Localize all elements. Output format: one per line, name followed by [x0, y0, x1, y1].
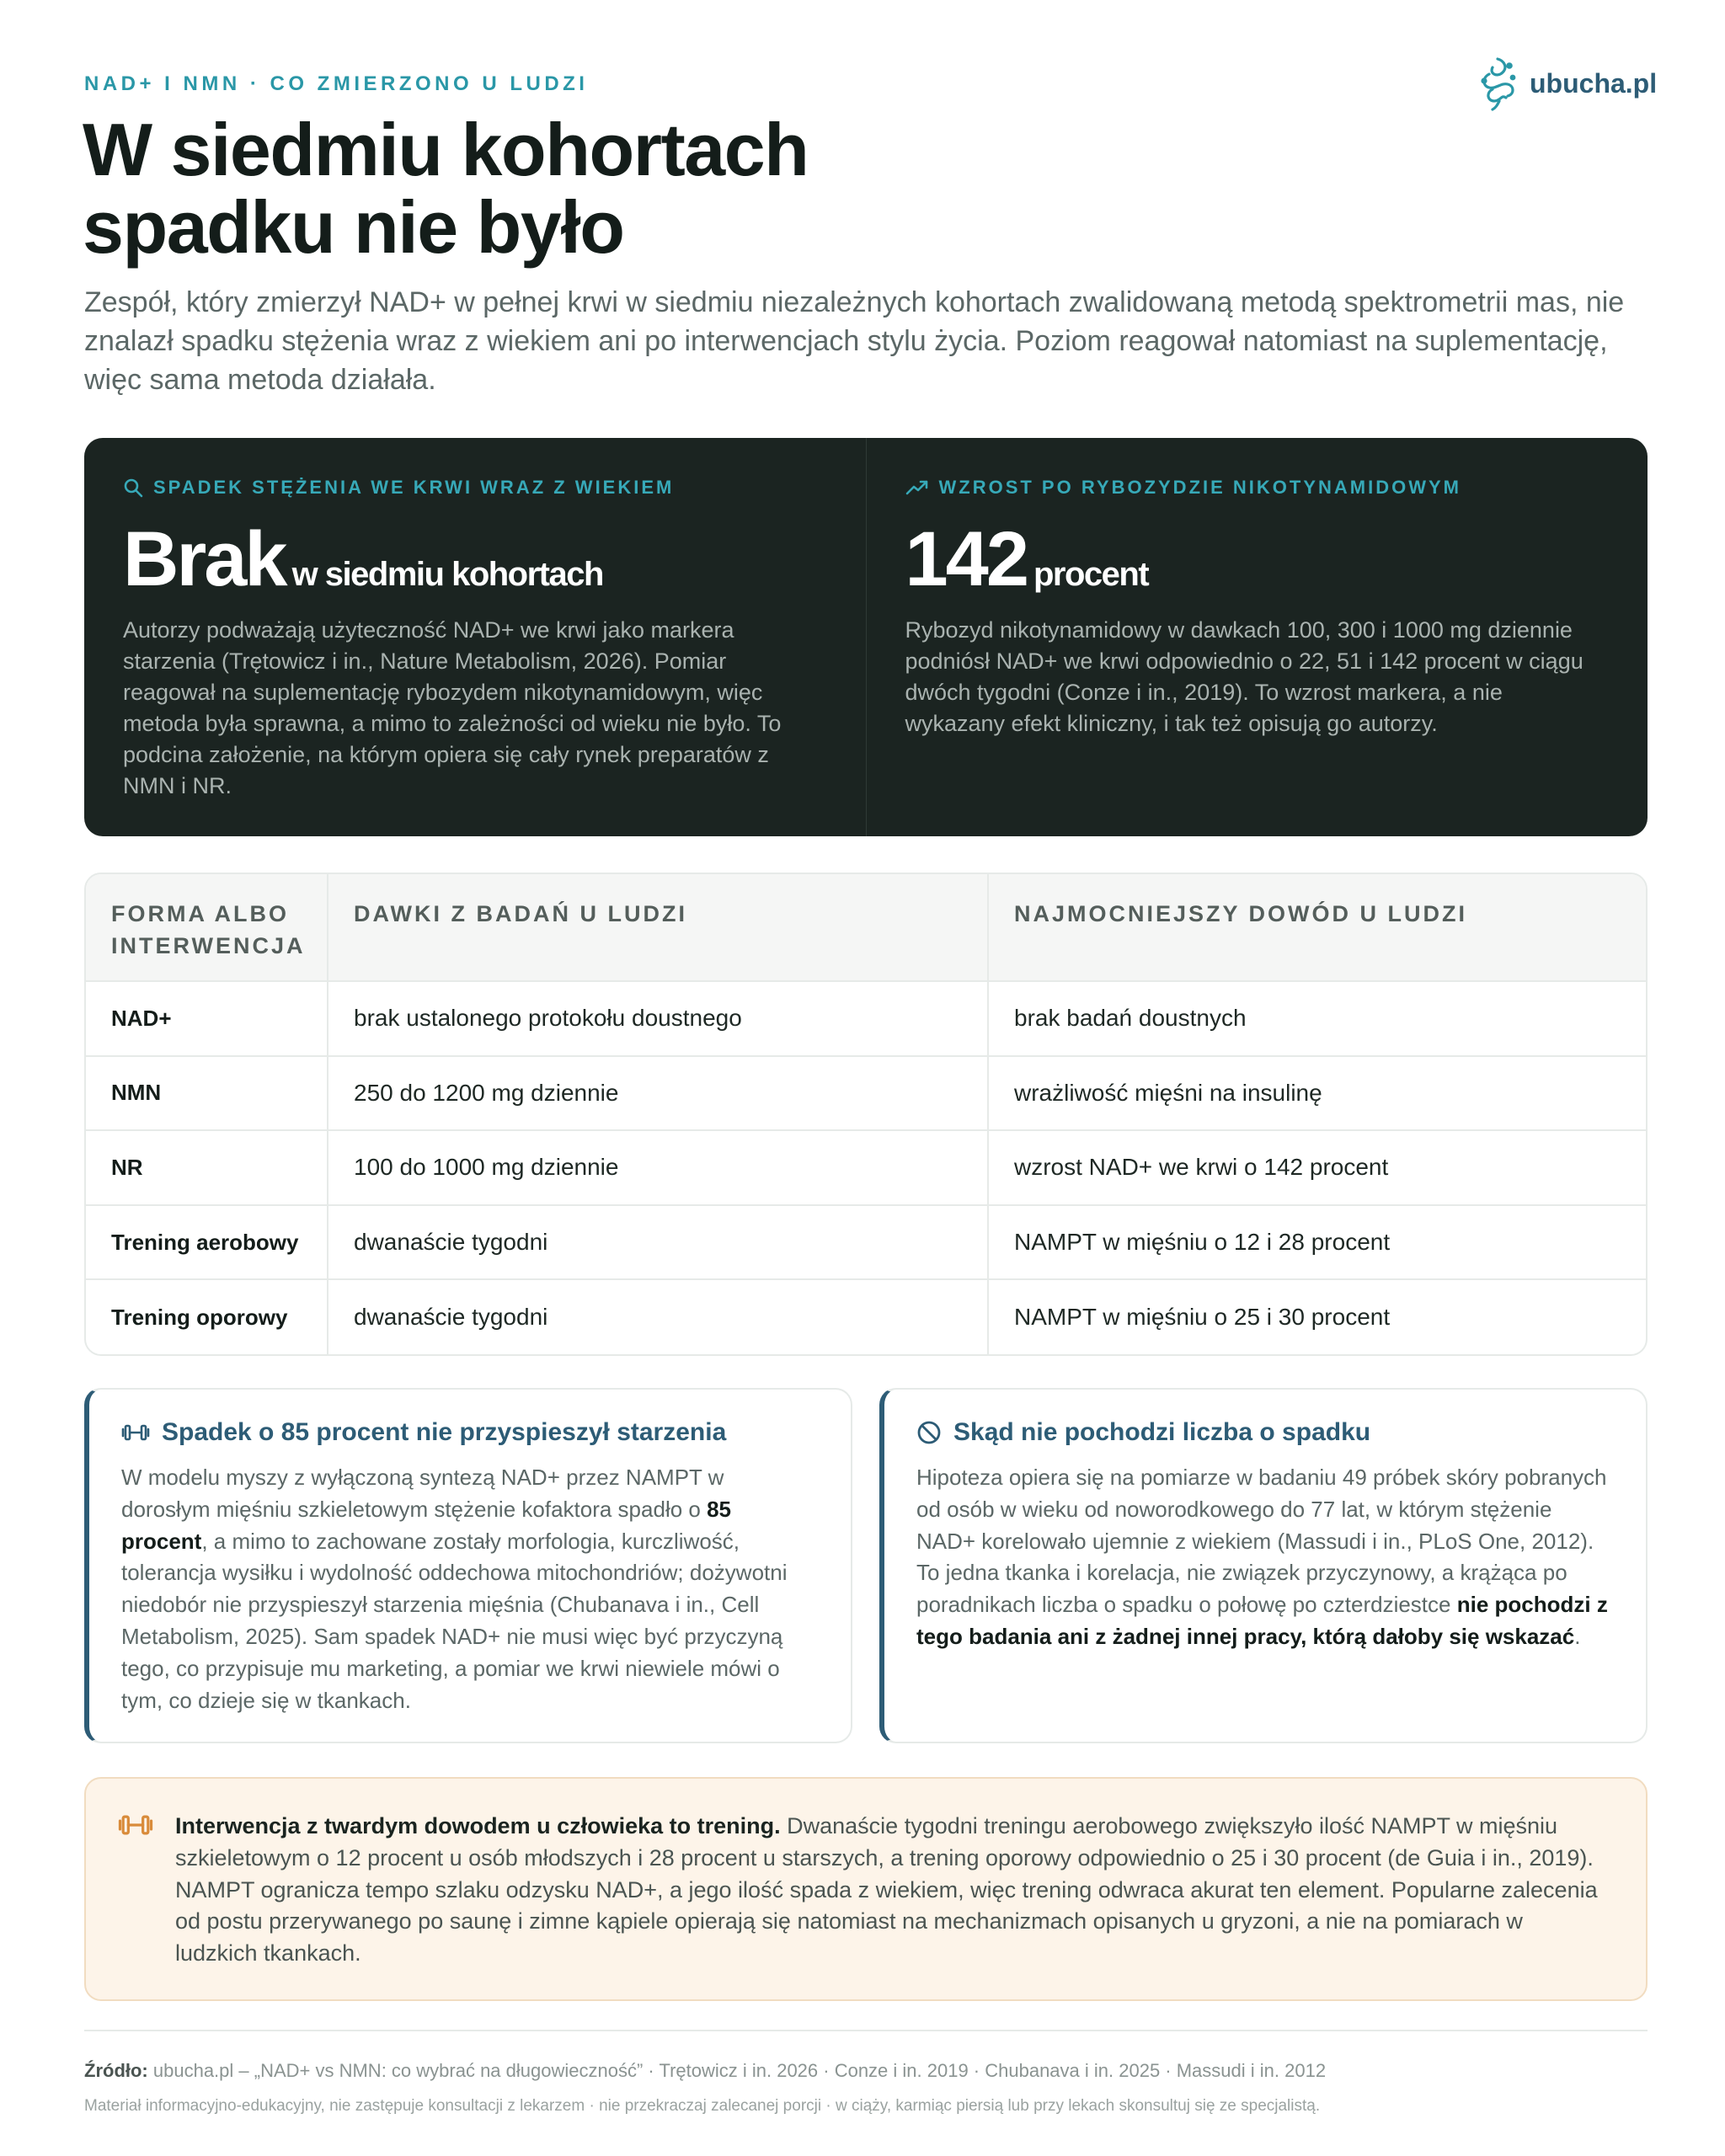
table-cell: NMN	[86, 1056, 328, 1131]
stat-value	[905, 516, 1610, 602]
source-line: Źródło: ubucha.pl – „NAD+ vs NMN: co wybrać na długowieczność” · Trętowicz i in. 2026 · Conze i in. 2019 · Chubanava i in. 2025 · Massudi i in. 2012	[84, 2060, 1327, 2081]
prohibited-icon	[916, 1420, 942, 1445]
table-row	[86, 1056, 1648, 1131]
stat-increase	[866, 438, 1648, 836]
stat-label-text: WZROST PO RYBOZYDZIE NIKOTYNAMIDOWYM	[938, 477, 1461, 498]
stat-label-text: SPADEK STĘŻENIA WE KRWI WRAZ Z WIEKIEM	[153, 477, 675, 498]
table-cell: wzrost NAD+ we krwi o 142 procent	[988, 1130, 1648, 1205]
logo-icon	[1476, 56, 1519, 111]
evidence-table	[84, 873, 1648, 1356]
table-row	[86, 1279, 1648, 1354]
table-cell: brak ustalonego protokołu doustnego	[328, 981, 988, 1056]
table-cell: Trening oporowy	[86, 1279, 328, 1354]
page-title	[83, 108, 1093, 269]
card-title	[121, 1418, 819, 1447]
column-header: NAJMOCNIEJSZY DOWÓD U LUDZI	[988, 874, 1648, 981]
dumbbell-icon	[118, 1812, 153, 1838]
table-row	[86, 981, 1648, 1056]
stat-description: Rybozyd nikotynamidowy w dawkach 100, 300 i 1000 mg dziennie podniósł NAD+ we krwi odpowiednio o 22, 51 i 142 procent w ciągu dwóch tygodni (Conze i in., 2019). To wzrost markera, a nie wykazany efekt kliniczny, i tak też opisują go autorzy.	[905, 617, 1583, 736]
stat-number: 142	[905, 516, 1027, 602]
info-card-decline-number	[879, 1388, 1648, 1743]
table-cell: NAMPT w mięśniu o 25 i 30 procent	[988, 1279, 1648, 1354]
stat-unit: procent	[1033, 556, 1149, 593]
card-title	[916, 1418, 1614, 1447]
table-cell: NAMPT w mięśniu o 12 i 28 procent	[988, 1205, 1648, 1280]
column-header: DAWKI Z BADAŃ U LUDZI	[328, 874, 988, 981]
card-title-text: Skąd nie pochodzi liczba o spadku	[953, 1418, 1371, 1446]
stat-description: Autorzy podważają użyteczność NAD+ we krwi jako markera starzenia (Trętowicz i in., Nature Metabolism, 2026). Pomiar reagował na suplementację rybozydem nikotynamidowym, więc metoda była sprawna, a mimo to zależności od wieku nie było. To podcina założenie, na którym opiera się cały rynek preparatów z NMN i NR.	[123, 617, 782, 798]
table-cell: dwanaście tygodni	[328, 1205, 988, 1280]
column-header: FORMA ALBO INTERWENCJA	[86, 874, 328, 981]
training-note	[84, 1777, 1648, 2001]
title-line-1: W siedmiu kohortach	[83, 108, 809, 191]
lead-paragraph: Zespół, który zmierzył NAD+ w pełnej krwi w siedmiu niezależnych kohortach zwalidowaną metodą spektrometrii mas, nie znalazł spadku stężenia wraz z wiekiem ani po interwencjach stylu życia. Poziom reagował natomiast na suplementację, więc sama metoda działała.	[84, 286, 1625, 396]
stat-value	[123, 516, 827, 602]
info-card-mouse-model	[84, 1388, 852, 1743]
table-cell: NAD+	[86, 981, 328, 1056]
table-cell: brak badań doustnych	[988, 981, 1648, 1056]
table-row	[86, 1130, 1648, 1205]
footer-divider	[84, 2030, 1648, 2031]
logo[interactable]	[1476, 56, 1657, 111]
table-header-row	[86, 874, 1648, 981]
table-cell: dwanaście tygodni	[328, 1279, 988, 1354]
stat-label	[123, 477, 827, 499]
search-icon	[123, 478, 143, 498]
dumbbell-icon	[121, 1422, 150, 1443]
logo-text: ubucha.pl	[1530, 67, 1658, 99]
trending-up-icon	[905, 478, 929, 498]
disclaimer: Materiał informacyjno-edukacyjny, nie zastępuje konsultacji z lekarzem · nie przekraczaj zalecanej porcji · w ciąży, karmiąc piersią lub przy lekach skonsultuj się ze specjalistą.	[84, 2097, 1321, 2115]
card-title-text: Spadek o 85 procent nie przyspieszył starzenia	[162, 1418, 727, 1446]
table-cell: 250 do 1200 mg dziennie	[328, 1056, 988, 1131]
stat-decline	[84, 438, 866, 836]
table-row	[86, 1205, 1648, 1280]
table-cell: 100 do 1000 mg dziennie	[328, 1130, 988, 1205]
stat-number: Brak	[123, 516, 286, 602]
stat-label	[905, 477, 1610, 499]
stats-panel	[84, 438, 1648, 836]
card-body: W modelu myszy z wyłączoną syntezą NAD+ przez NAMPT w dorosłym mięśniu szkieletowym stężenie kofaktora spadło o 85 procent, a mimo to zachowane zostały morfologia, kurczliwość, tolerancja wysiłku i wydolność oddechowa mitochondriów; dożywotni niedobór nie przyspieszył starzenia mięśnia (Chubanava i in., Cell Metabolism, 2025). Sam spadek NAD+ nie musi więc być przyczyną tego, co przypisuje mu marketing, a pomiar we krwi niewiele mówi o tym, co dzieje się w tkankach.	[121, 1465, 788, 1713]
note-text: Interwencja z twardym dowodem u człowieka to trening. Dwanaście tygodni treningu aerobowego zwiększyło ilość NAMPT w mięśniu szkieletowym o 12 procent u osób młodszych i 28 procent u starszych, a trening oporowy odpowiednio o 25 i 30 procent (de Guia i in., 2019). NAMPT ogranicza tempo szlaku odzysku NAD+, a jego ilość spada z wiekiem, więc trening odwraca akurat ten element. Popularne zalecenia od postu przerywanego po saunę i zimne kąpiele opierają się natomiast na mechanizmach opisanych u gryzoni, a nie na pomiarach w ludzkich tkankach.	[175, 1813, 1598, 1967]
card-body: Hipoteza opiera się na pomiarze w badaniu 49 próbek skóry pobranych od osób w wieku od noworodkowego do 77 lat, w którym stężenie NAD+ korelowało ujemnie z wiekiem (Massudi i in., PLoS One, 2012). To jedna tkanka i korelacja, nie związek przyczynowy, a krążąca po poradnikach liczba o spadku o połowę po czterdziestce nie pochodzi z tego badania ani z żadnej innej pracy, którą dałoby się wskazać.	[916, 1465, 1608, 1649]
table-cell: Trening aerobowy	[86, 1205, 328, 1280]
table-cell: NR	[86, 1130, 328, 1205]
title-line-2: spadku nie było	[83, 185, 624, 269]
kicker: NAD+ I NMN · CO ZMIERZONO U LUDZI	[84, 72, 589, 95]
table-cell: wrażliwość mięśni na insulinę	[988, 1056, 1648, 1131]
stat-unit: w siedmiu kohortach	[291, 556, 603, 593]
